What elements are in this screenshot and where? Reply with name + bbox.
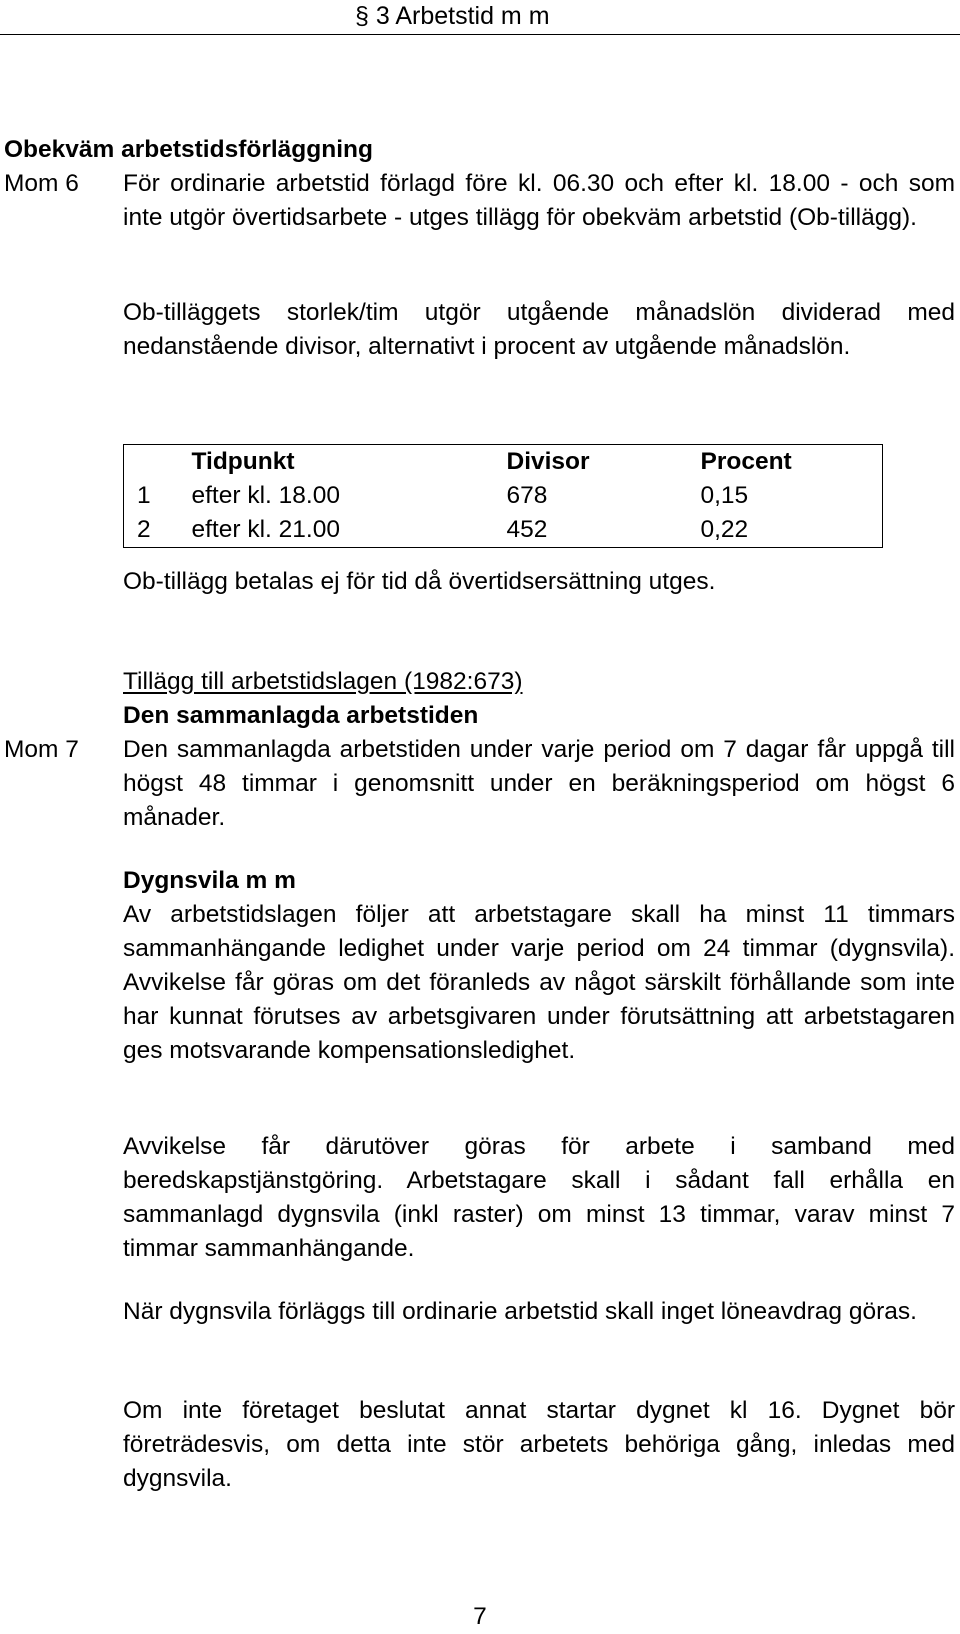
arbetstidslagen-link[interactable]: Tillägg till arbetstidslagen (1982:673) [123,668,523,695]
table-row [124,513,883,548]
section-heading-obekvam: Obekväm arbetstidsförläggning [4,136,373,163]
page-header-title: § 3 Arbetstid m m [355,2,550,30]
ob-size-paragraph: Ob-tilläggets storlek/tim utgör utgående månadslön dividerad med nedanstående divisor, alternativt i procent av utgående månadslön. [123,299,955,360]
dygnsvila-paragraph-2: Avvikelse får därutöver göras för arbete i samband med beredskapstjänstgöring. Arbetstagare skall i sådant fall erhålla en sammanlagd dygnsvila (inkl raster) om minst 13 timmar, varav minst 7 timmar sammanhängande. [123,1133,955,1262]
section-heading-sammanlagda: Den sammanlagda arbetstiden [123,702,479,729]
table-cell: 2 [137,516,151,543]
section-heading-dygnsvila: Dygnsvila m m [123,867,296,894]
dygnsvila-paragraph-3: När dygnsvila förläggs till ordinarie arbetstid skall inget löneavdrag göras. [123,1298,917,1325]
ob-rates-table [123,444,883,548]
header-divider [0,34,960,35]
mom-7-paragraph: Den sammanlagda arbetstiden under varje period om 7 dagar får uppgå till högst 48 timmar i genomsnitt under en beräkningsperiod om högst 6 månader. [123,736,955,831]
table-cell: 1 [137,482,151,509]
dygnsvila-paragraph-1: Av arbetstidslagen följer att arbetstagare skall ha minst 11 timmars sammanhängande ledighet under varje period om 24 timmar (dygnsvila). Avvikelse får göras om det föranleds av något särskilt förhållande som inte har kunnat förutses av arbetsgivaren under förutsättning att arbetstagaren ges motsvarande kompensationsledighet. [123,901,955,1064]
table-header-cell [124,445,179,480]
dygnsvila-paragraph-4: Om inte företaget beslutat annat startar dygnet kl 16. Dygnet bör företrädesvis, om detta inte stör arbetets behöriga gång, inledas med dygnsvila. [123,1397,955,1492]
mom-6-label: Mom 6 [4,170,79,197]
table-row [124,479,883,513]
table-cell: efter kl. 18.00 [191,482,340,509]
table-cell: 452 [506,516,548,543]
ob-note: Ob-tillägg betalas ej för tid då övertidsersättning utges. [123,568,716,595]
table-cell: 678 [506,482,548,509]
page-number: 7 [473,1603,487,1630]
table-header-cell: Tidpunkt [191,448,295,475]
table-header-row [124,445,883,480]
table-cell: efter kl. 21.00 [191,516,340,543]
table-cell: 0,15 [700,482,749,509]
mom-7-label: Mom 7 [4,736,79,763]
table-cell: 0,22 [700,516,749,543]
table-header-cell: Divisor [506,448,590,475]
mom-6-paragraph: För ordinarie arbetstid förlagd före kl. 06.30 och efter kl. 18.00 - och som inte utgör övertidsarbete - utges tillägg för obekväm arbetstid (Ob-tillägg). [123,170,955,231]
table-header-cell: Procent [700,448,792,475]
